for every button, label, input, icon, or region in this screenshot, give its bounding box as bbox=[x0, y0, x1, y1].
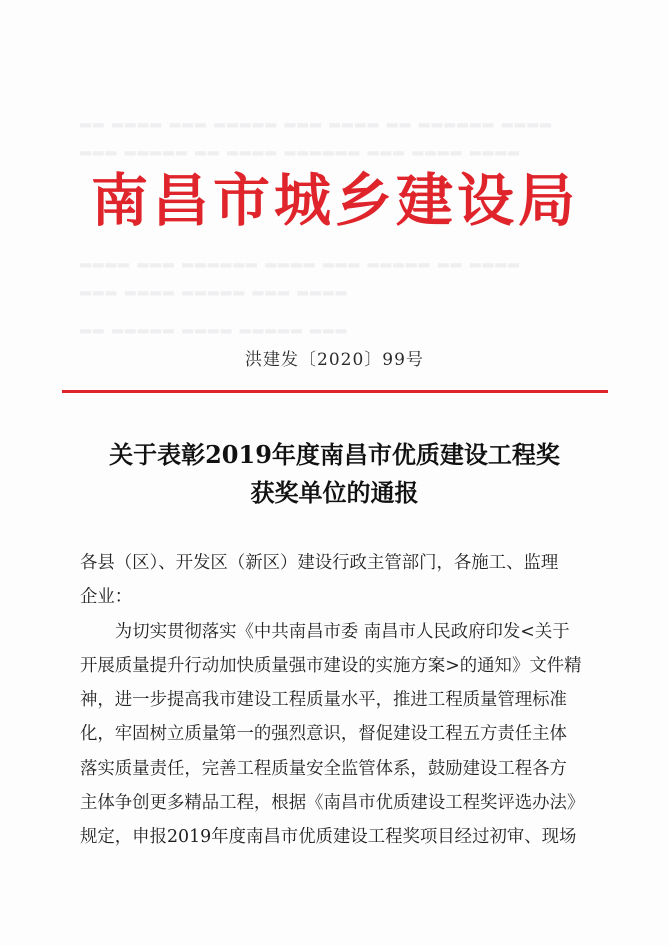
paragraph-line: 规定，申报2019年度南昌市优质建设工程奖项目经过初审、现场 bbox=[80, 827, 577, 848]
notice-title-line-2: 获奖单位的通报 bbox=[250, 478, 419, 507]
bleed-through-decoration: ▂▂▂ ▂▂▂▂ ▂▂▂▂▂ ▂▂▂ ▂▂▂▂ bbox=[80, 280, 349, 296]
recipient-line: 企业： bbox=[80, 587, 133, 608]
notice-title-line-1: 关于表彰2019年度南昌市优质建设工程奖 bbox=[109, 440, 560, 469]
paragraph-line: 为切实贯彻落实《中共南昌市委 南昌市人民政府印发<关于 bbox=[114, 621, 570, 642]
paragraph-line: 开展质量提升行动加快质量强市建设的实施方案>的通知》文件精 bbox=[80, 655, 582, 676]
header-divider-line bbox=[62, 390, 608, 393]
paragraph-line: 落实质量责任，完善工程质量安全监管体系，鼓励建设工程各方 bbox=[80, 758, 567, 779]
notice-body bbox=[80, 546, 604, 855]
recipient-paragraph bbox=[80, 546, 604, 615]
main-paragraph bbox=[80, 615, 604, 855]
issuing-organization-title: 南昌市城乡建设局 bbox=[91, 168, 579, 234]
bleed-through-decoration: ▂▂▂ ▂▂▂▂▂ ▂▂ ▂▂▂▂ ▂▂▂▂▂▂ ▂▂▂ ▂▂▂▂ ▂▂▂▂ bbox=[80, 140, 521, 156]
recipient-line: 各县（区）、开发区（新区）建设行政主管部门，各施工、监理 bbox=[80, 553, 559, 573]
paragraph-line: 主体争创更多精品工程，根据《南昌市优质建设工程奖评选办法》 bbox=[80, 793, 585, 814]
bleed-through-decoration: ▂▂ ▂▂▂▂ ▂▂▂ ▂▂▂▂▂ ▂▂▂ ▂▂▂▂ ▂▂ ▂▂▂▂▂▂ ▂▂▂▂ bbox=[80, 112, 553, 128]
bleed-through-decoration: ▂▂ ▂▂▂▂▂ ▂▂▂▂ ▂▂▂▂▂ ▂▂▂ bbox=[80, 318, 349, 334]
document-number: 洪建发〔2020〕99号 bbox=[245, 350, 424, 370]
notice-title bbox=[40, 436, 629, 512]
paragraph-line: 神，进一步提高我市建设工程质量水平，推进工程质量管理标准 bbox=[80, 690, 567, 711]
paragraph-line: 化，牢固树立质量第一的强烈意识，督促建设工程五方责任主体 bbox=[80, 724, 567, 745]
bleed-through-decoration: ▂▂▂▂ ▂▂▂ ▂▂▂▂▂▂ ▂▂▂▂ ▂▂▂ ▂▂▂▂▂ ▂▂ ▂▂▂▂ bbox=[80, 252, 521, 268]
